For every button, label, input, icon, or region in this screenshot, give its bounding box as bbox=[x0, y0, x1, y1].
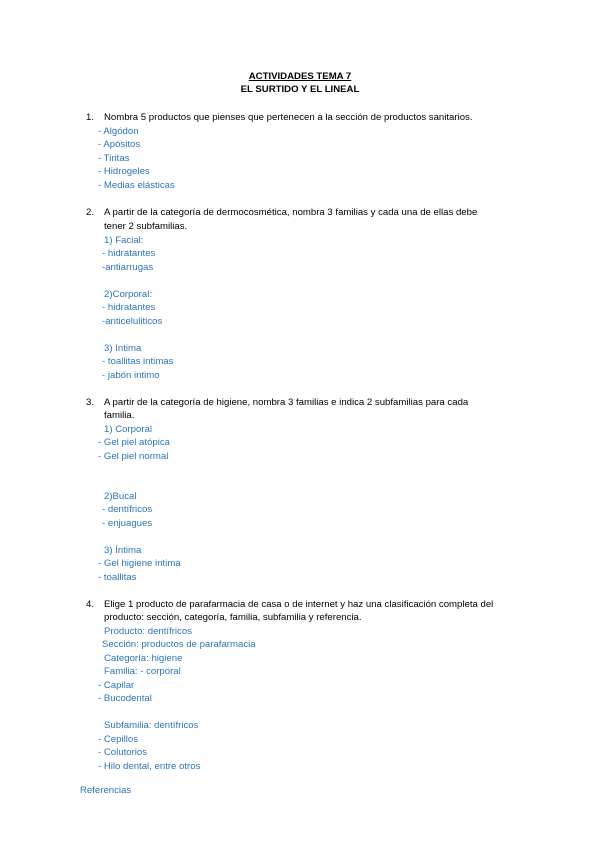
answer-line: - Gel piel normal bbox=[98, 451, 169, 462]
answer-line: 2)Bucal bbox=[104, 491, 137, 502]
answer-line: - dentífricos bbox=[102, 504, 153, 515]
answer-line: - toallitas bbox=[98, 572, 137, 583]
answer-line: - Colutorios bbox=[98, 747, 148, 758]
answer-line: Sección: productos de parafarmacia bbox=[102, 639, 256, 650]
answer-line: - Cepillos bbox=[98, 734, 138, 745]
question-number: 3. bbox=[86, 397, 95, 408]
question-text: Nombra 5 productos que pienses que pertenecen a la sección de productos sanitarios. bbox=[104, 112, 473, 123]
answer-line: 1) Corporal bbox=[104, 424, 152, 435]
answer-line: - toallitas intimas bbox=[102, 356, 174, 367]
answer-line: - enjuagues bbox=[102, 518, 153, 529]
question-number: 1. bbox=[86, 112, 95, 123]
document-title: ACTIVIDADES TEMA 7 bbox=[248, 71, 352, 82]
answer-line: - Bucodental bbox=[98, 693, 152, 704]
answer-line: - Medias elásticas bbox=[98, 180, 175, 191]
answer-line: - Tiritas bbox=[98, 153, 130, 164]
answer-line: - Apósitos bbox=[98, 139, 141, 150]
answer-line: - Hilo dental, entre otros bbox=[98, 761, 201, 772]
answer-line: - Capilar bbox=[98, 680, 135, 691]
answer-line: - Gel higiene intima bbox=[98, 558, 181, 569]
answer-line: Producto: dentífricos bbox=[104, 626, 192, 637]
answer-line: 1) Facial: bbox=[104, 235, 144, 246]
answer-line: -antiarrugas bbox=[102, 262, 154, 273]
answer-line: 2)Corporal: bbox=[104, 289, 152, 300]
document-subtitle: EL SURTIDO Y EL LINEAL bbox=[240, 84, 360, 95]
answer-line: Familia: - corporal bbox=[104, 666, 181, 677]
answer-line: - jabón intimo bbox=[102, 370, 160, 381]
answer-line: - Hidrogeles bbox=[98, 166, 150, 177]
question-number: 2. bbox=[86, 207, 95, 218]
references-heading: Referencias bbox=[80, 785, 132, 796]
answer-line: 3) Intima bbox=[104, 343, 142, 354]
answer-line: Subfamilia: dentífricos bbox=[104, 720, 199, 731]
question-text-line: A partir de la categoría de higiene, nombra 3 familias e indica 2 subfamilias para cada bbox=[104, 397, 469, 408]
question-text-line: tener 2 subfamilias. bbox=[104, 221, 188, 232]
question-number: 4. bbox=[86, 599, 95, 610]
answer-line: 3) Íntima bbox=[104, 545, 142, 556]
answer-line: -anticeluliticos bbox=[102, 316, 163, 327]
question-text-line: A partir de la categoría de dermocosmética, nombra 3 familias y cada una de ellas debe bbox=[104, 207, 478, 218]
answer-line: Categoría: higiene bbox=[104, 653, 183, 664]
answer-line: - Algódon bbox=[98, 126, 139, 137]
answer-line: - hidratantes bbox=[102, 302, 156, 313]
question-text-line: producto: sección, categoría, familia, subfamilia y referencia. bbox=[104, 612, 362, 623]
question-text-line: Elige 1 producto de parafarmacia de casa o de internet y haz una clasificación completa del bbox=[104, 599, 494, 610]
answer-line: - Gel piel atópica bbox=[98, 437, 170, 448]
answer-line: - hidratantes bbox=[102, 248, 156, 259]
question-text-line: familia. bbox=[104, 410, 135, 421]
